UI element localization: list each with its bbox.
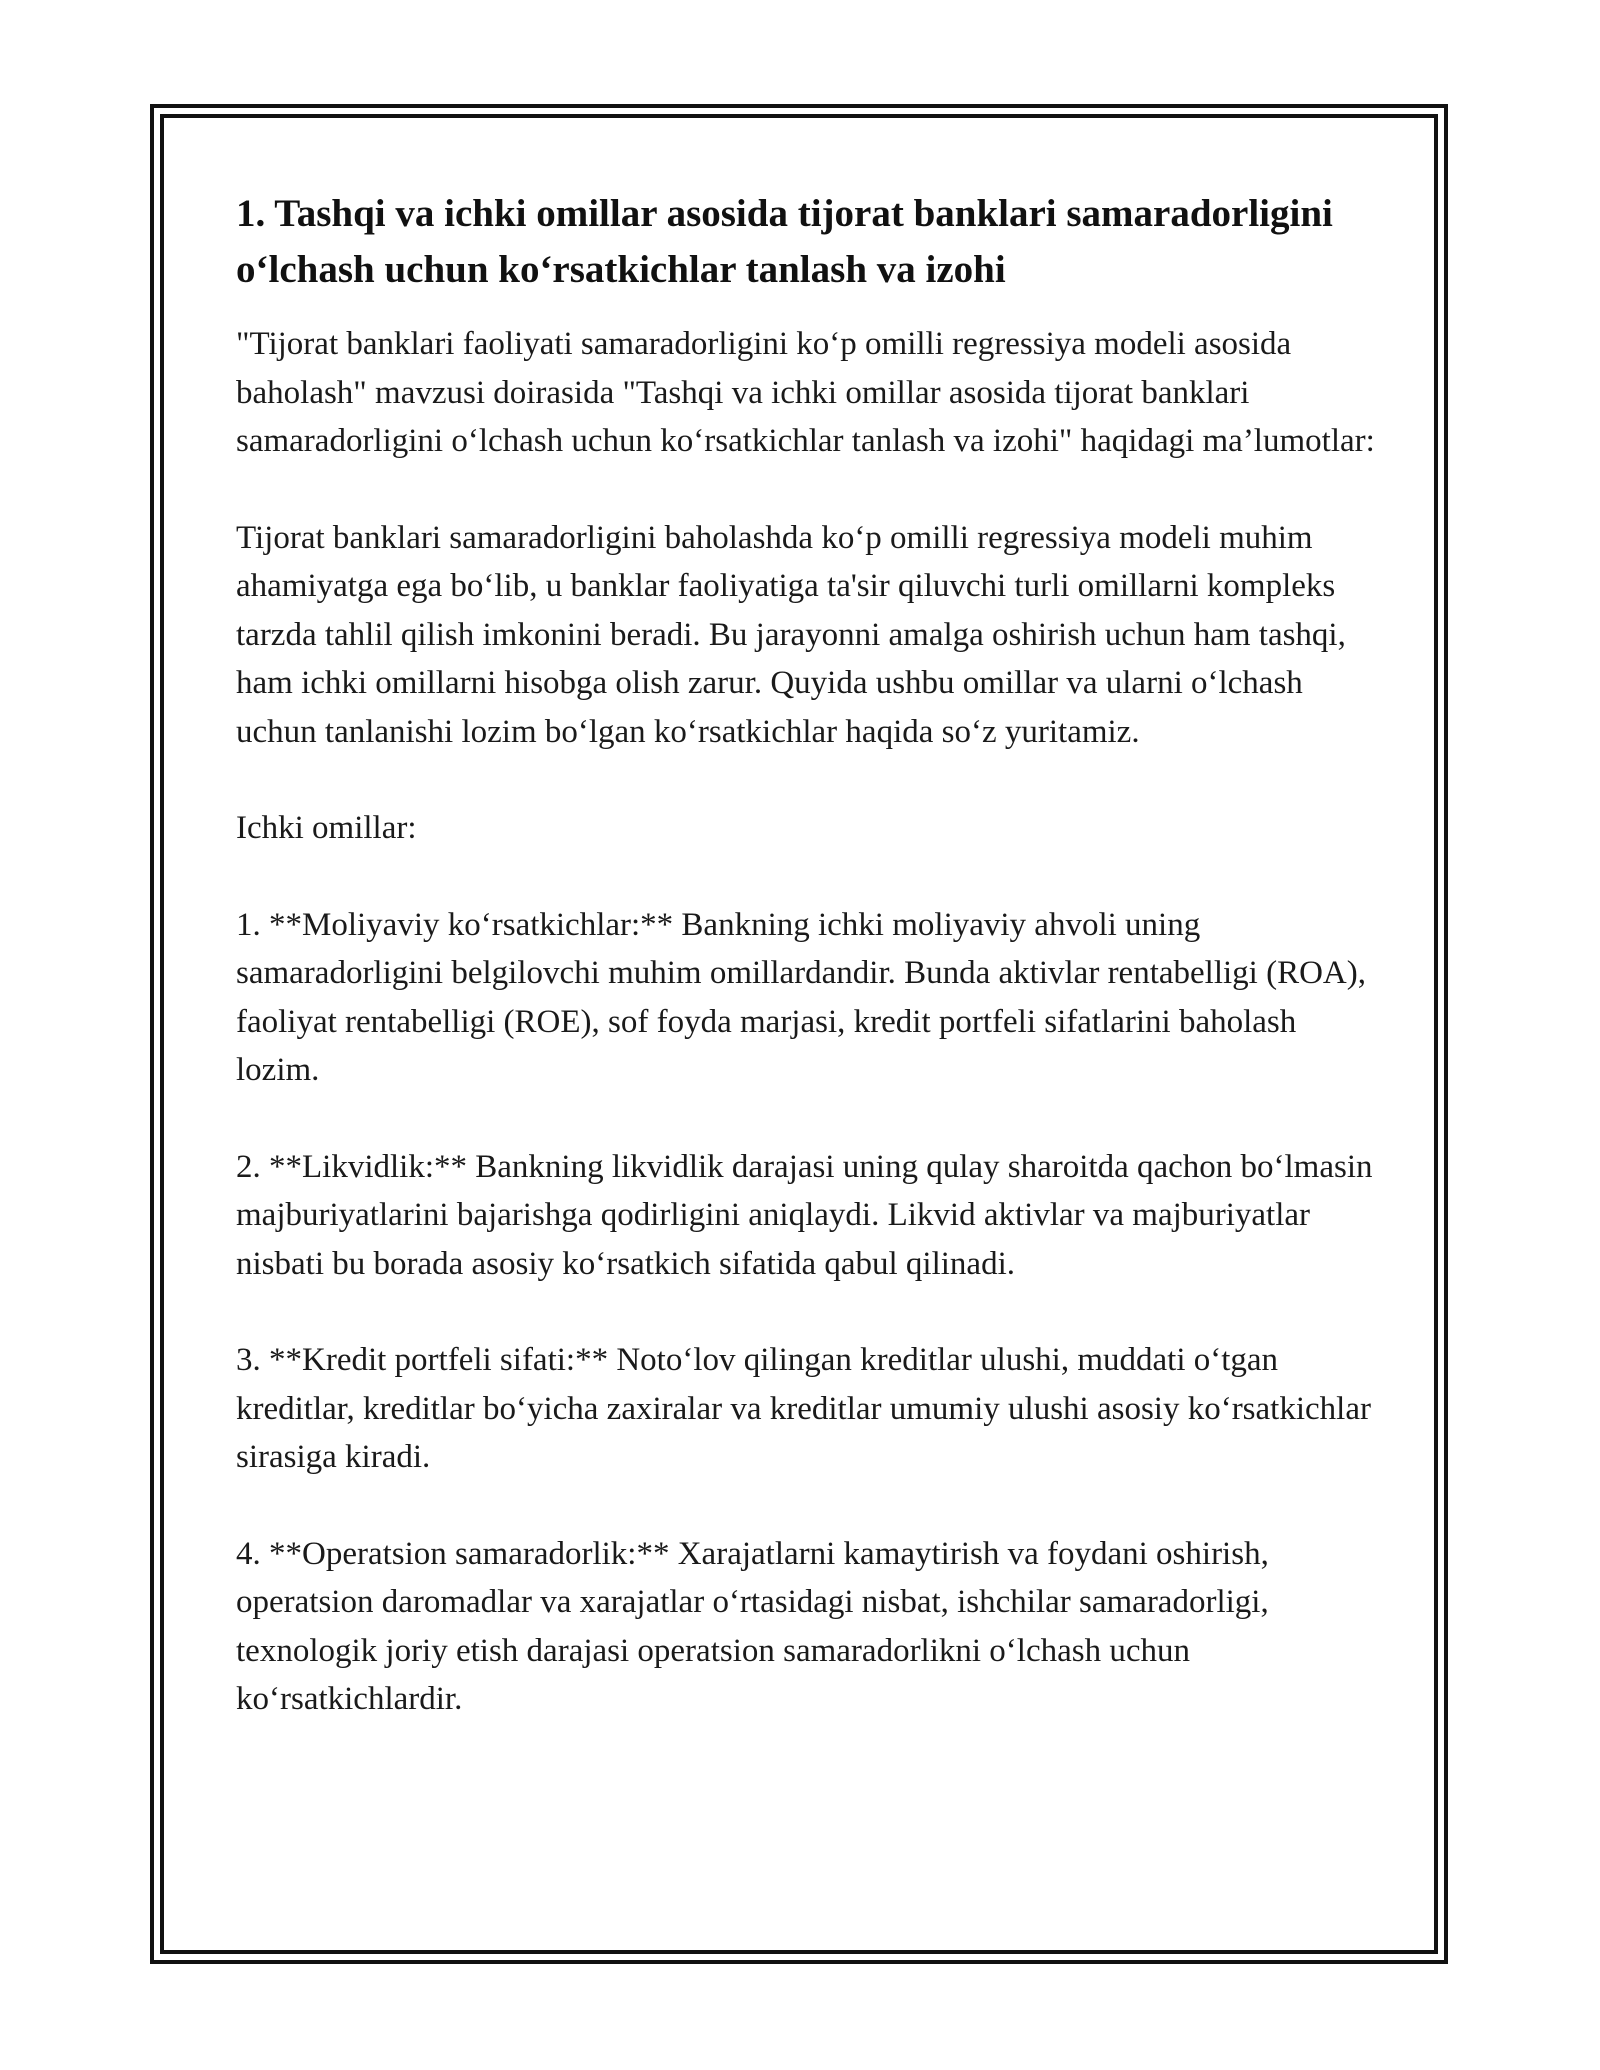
section-heading-internal-factors: Ichki omillar:	[236, 810, 417, 846]
list-item-financial-indicators: 1. **Moliyaviy ko‘rsatkichlar:** Bankning ichki moliyaviy ahvoli uning samaradorligini belgilovchi muhim omillardandir. Bunda aktivlar rentabelligi (ROA), faoliyat rentabelligi (ROE), sof foyda marjasi, kredit portfeli sifatlarini baholash lozim.	[236, 906, 1366, 1088]
document-body	[236, 186, 1386, 1724]
intro-paragraph: "Tijorat banklari faoliyati samaradorligini ko‘p omilli regressiya modeli asosida baholash" mavzusi doirasida "Tashqi va ichki omillar asosida tijorat banklari samaradorligini o‘lchash uchun ko‘rsatkichlar tanlash va izohi" haqidagi ma’lumotlar:	[236, 326, 1375, 459]
list-item-liquidity: 2. **Likvidlik:** Bankning likvidlik darajasi uning qulay sharoitda qachon bo‘lmasin majburiyatlarini bajarishga qodirligini aniqlaydi. Likvid aktivlar va majburiyatlar nisbati bu borada asosiy ko‘rsatkich sifatida qabul qilinadi.	[236, 1148, 1373, 1282]
list-item-credit-portfolio-quality: 3. **Kredit portfeli sifati:** Noto‘lov qilingan kreditlar ulushi, muddati o‘tgan kreditlar, kreditlar bo‘yicha zaxiralar va kreditlar umumiy ulushi asosiy ko‘rsatkichlar sirasiga kiradi.	[236, 1342, 1371, 1475]
document-title: 1. Tashqi va ichki omillar asosida tijorat banklari samaradorligini o‘lchash uchun ko‘rsatkichlar tanlash va izohi	[236, 192, 1333, 291]
list-item-operational-efficiency: 4. **Operatsion samaradorlik:** Xarajatlarni kamaytirish va foydani oshirish, operatsion daromadlar va xarajatlar o‘rtasidagi nisbat, ishchilar samaradorligi, texnologik joriy etish darajasi operatsion samaradorlikni o‘lchash uchun ko‘rsatkichlardir.	[236, 1535, 1269, 1717]
overview-paragraph: Tijorat banklari samaradorligini baholashda ko‘p omilli regressiya modeli muhim ahamiyatga ega bo‘lib, u banklar faoliyatiga ta'sir qiluvchi turli omillarni kompleks tarzda tahlil qilish imkonini beradi. Bu jarayonni amalga oshirish uchun ham tashqi, ham ichki omillarni hisobga olish zarur. Quyida ushbu omillar va ularni o‘lchash uchun tanlanishi lozim bo‘lgan ko‘rsatkichlar haqida so‘z yuritamiz.	[236, 519, 1346, 750]
